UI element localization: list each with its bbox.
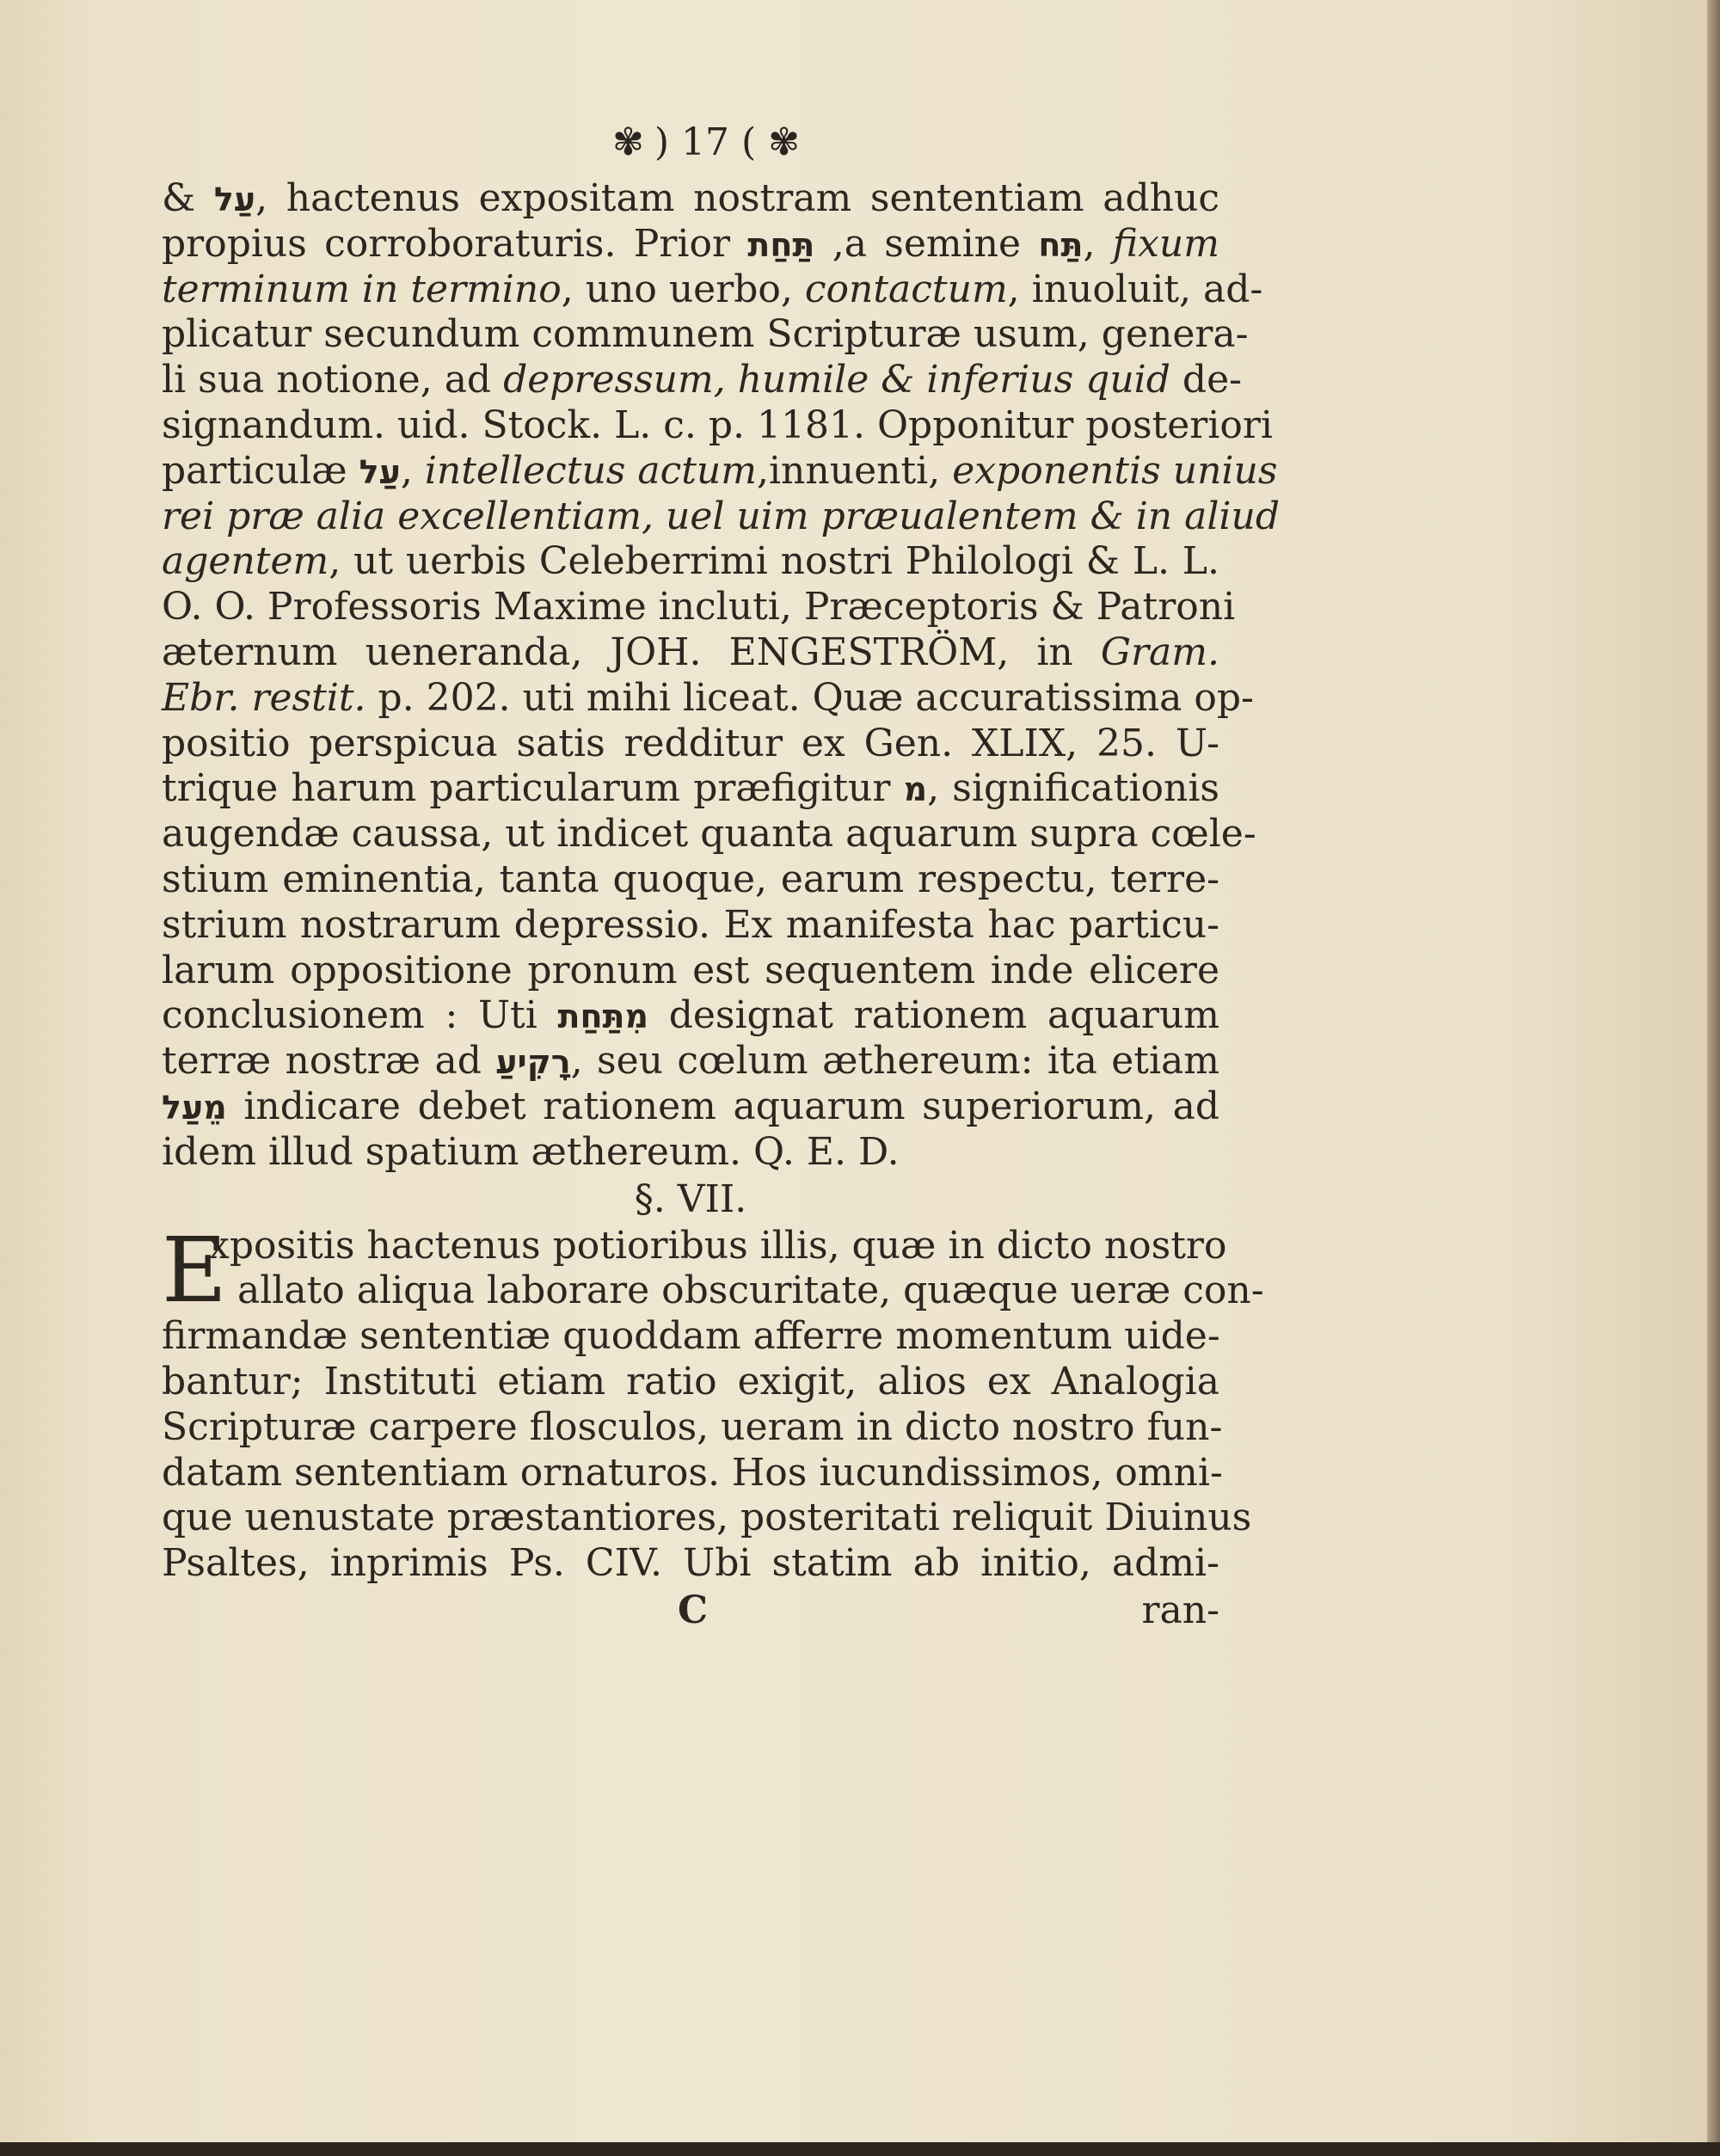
text-line: rei præ alia excellentiam, uel uim præualentem & in aliud — [162, 494, 1280, 538]
text-line: conclusionem : Uti מִתַּחַת designat rationem aquarum — [162, 993, 1220, 1038]
text-line: firmandæ sententiæ quoddam afferre momentum uide- — [162, 1314, 1220, 1359]
page-footer — [162, 1587, 1219, 1635]
text-line: Ebr. restit. p. 202. uti mihi liceat. Quæ accuratissima op- — [162, 675, 1254, 720]
text-line: propius corroboraturis. Prior תַּחַת ,a semine תַּח, fixum — [162, 221, 1219, 266]
section-heading: §. VII. — [634, 1176, 747, 1221]
text-line: O. O. Professoris Maxime incluti, Præceptoris & Patroni — [162, 585, 1236, 630]
page-number: ) 17 ( — [654, 120, 757, 164]
text-line: li sua notione, ad depressum, humile & inferius quid de- — [162, 358, 1242, 402]
text-line: larum oppositione pronum est sequentem inde elicere — [162, 948, 1219, 992]
text-line: terminum in termino, uno uerbo, contactum, inuoluit, ad- — [162, 267, 1263, 311]
text-line: æternum ueneranda, JOH. ENGESTRÖM, in Gram. — [162, 630, 1219, 674]
catchword: ran- — [1141, 1588, 1219, 1632]
text-line: particulæ עַל, intellectus actum,innuenti, exponentis unius — [162, 448, 1278, 493]
text-column — [162, 176, 1280, 1635]
text-line: terræ nostræ ad רָקִיעַ, seu cœlum æthereum: ita etiam — [162, 1039, 1220, 1084]
text-line: & עַל, hactenus expositam nostram sententiam adhuc — [162, 176, 1219, 220]
ornament-right-icon: ✾ — [768, 120, 799, 164]
text-line: que uenustate præstantiores, posteritati reliquit Diuinus — [162, 1496, 1252, 1540]
ornament-left-icon: ✾ — [611, 120, 642, 164]
text-line: datam sententiam ornaturos. Hos iucundissimos, omni- — [162, 1450, 1223, 1495]
text-line: strium nostrarum depressio. Ex manifesta hac particu- — [162, 902, 1219, 947]
text-line: מֵעַל indicare debet rationem aquarum superiorum, ad — [162, 1084, 1219, 1128]
initial-letter: E — [162, 1217, 227, 1323]
paragraph — [162, 1217, 1264, 1587]
text-line: Scripturæ carpere flosculos, ueram in dicto nostro fun- — [162, 1404, 1223, 1449]
text-line: idem illud spatium æthereum. Q. E. D. — [162, 1129, 900, 1174]
text-line: allato aliqua laborare obscuritate, quæque ueræ con- — [237, 1268, 1264, 1313]
text-line: trique harum particularum præfigitur מ, significationis — [162, 766, 1219, 811]
scan-border — [0, 2142, 1720, 2156]
text-line: plicatur secundum communem Scripturæ usum, genera- — [162, 312, 1249, 357]
text-line: xpositis hactenus potioribus illis, quæ in dicto nostro — [208, 1223, 1227, 1268]
text-line: signandum. uid. Stock. L. c. p. 1181. Opponitur posteriori — [162, 402, 1273, 447]
text-line: stium eminentia, tanta quoque, earum respectu, terre- — [162, 857, 1219, 901]
text-line: positio perspicua satis redditur ex Gen. XLIX, 25. U- — [162, 721, 1219, 765]
page-edge — [1707, 0, 1720, 2156]
text-line: Psaltes, inprimis Ps. CIV. Ubi statim ab initio, admi- — [162, 1541, 1219, 1586]
text-line: bantur; Instituti etiam ratio exigit, alios ex Analogia — [162, 1359, 1219, 1404]
signature-mark: C — [678, 1588, 709, 1632]
text-line: agentem, ut uerbis Celeberrimi nostri Philologi & L. L. — [162, 539, 1219, 584]
page-header — [542, 120, 869, 172]
text-line: augendæ caussa, ut indicet quanta aquarum supra cœle- — [162, 812, 1256, 857]
